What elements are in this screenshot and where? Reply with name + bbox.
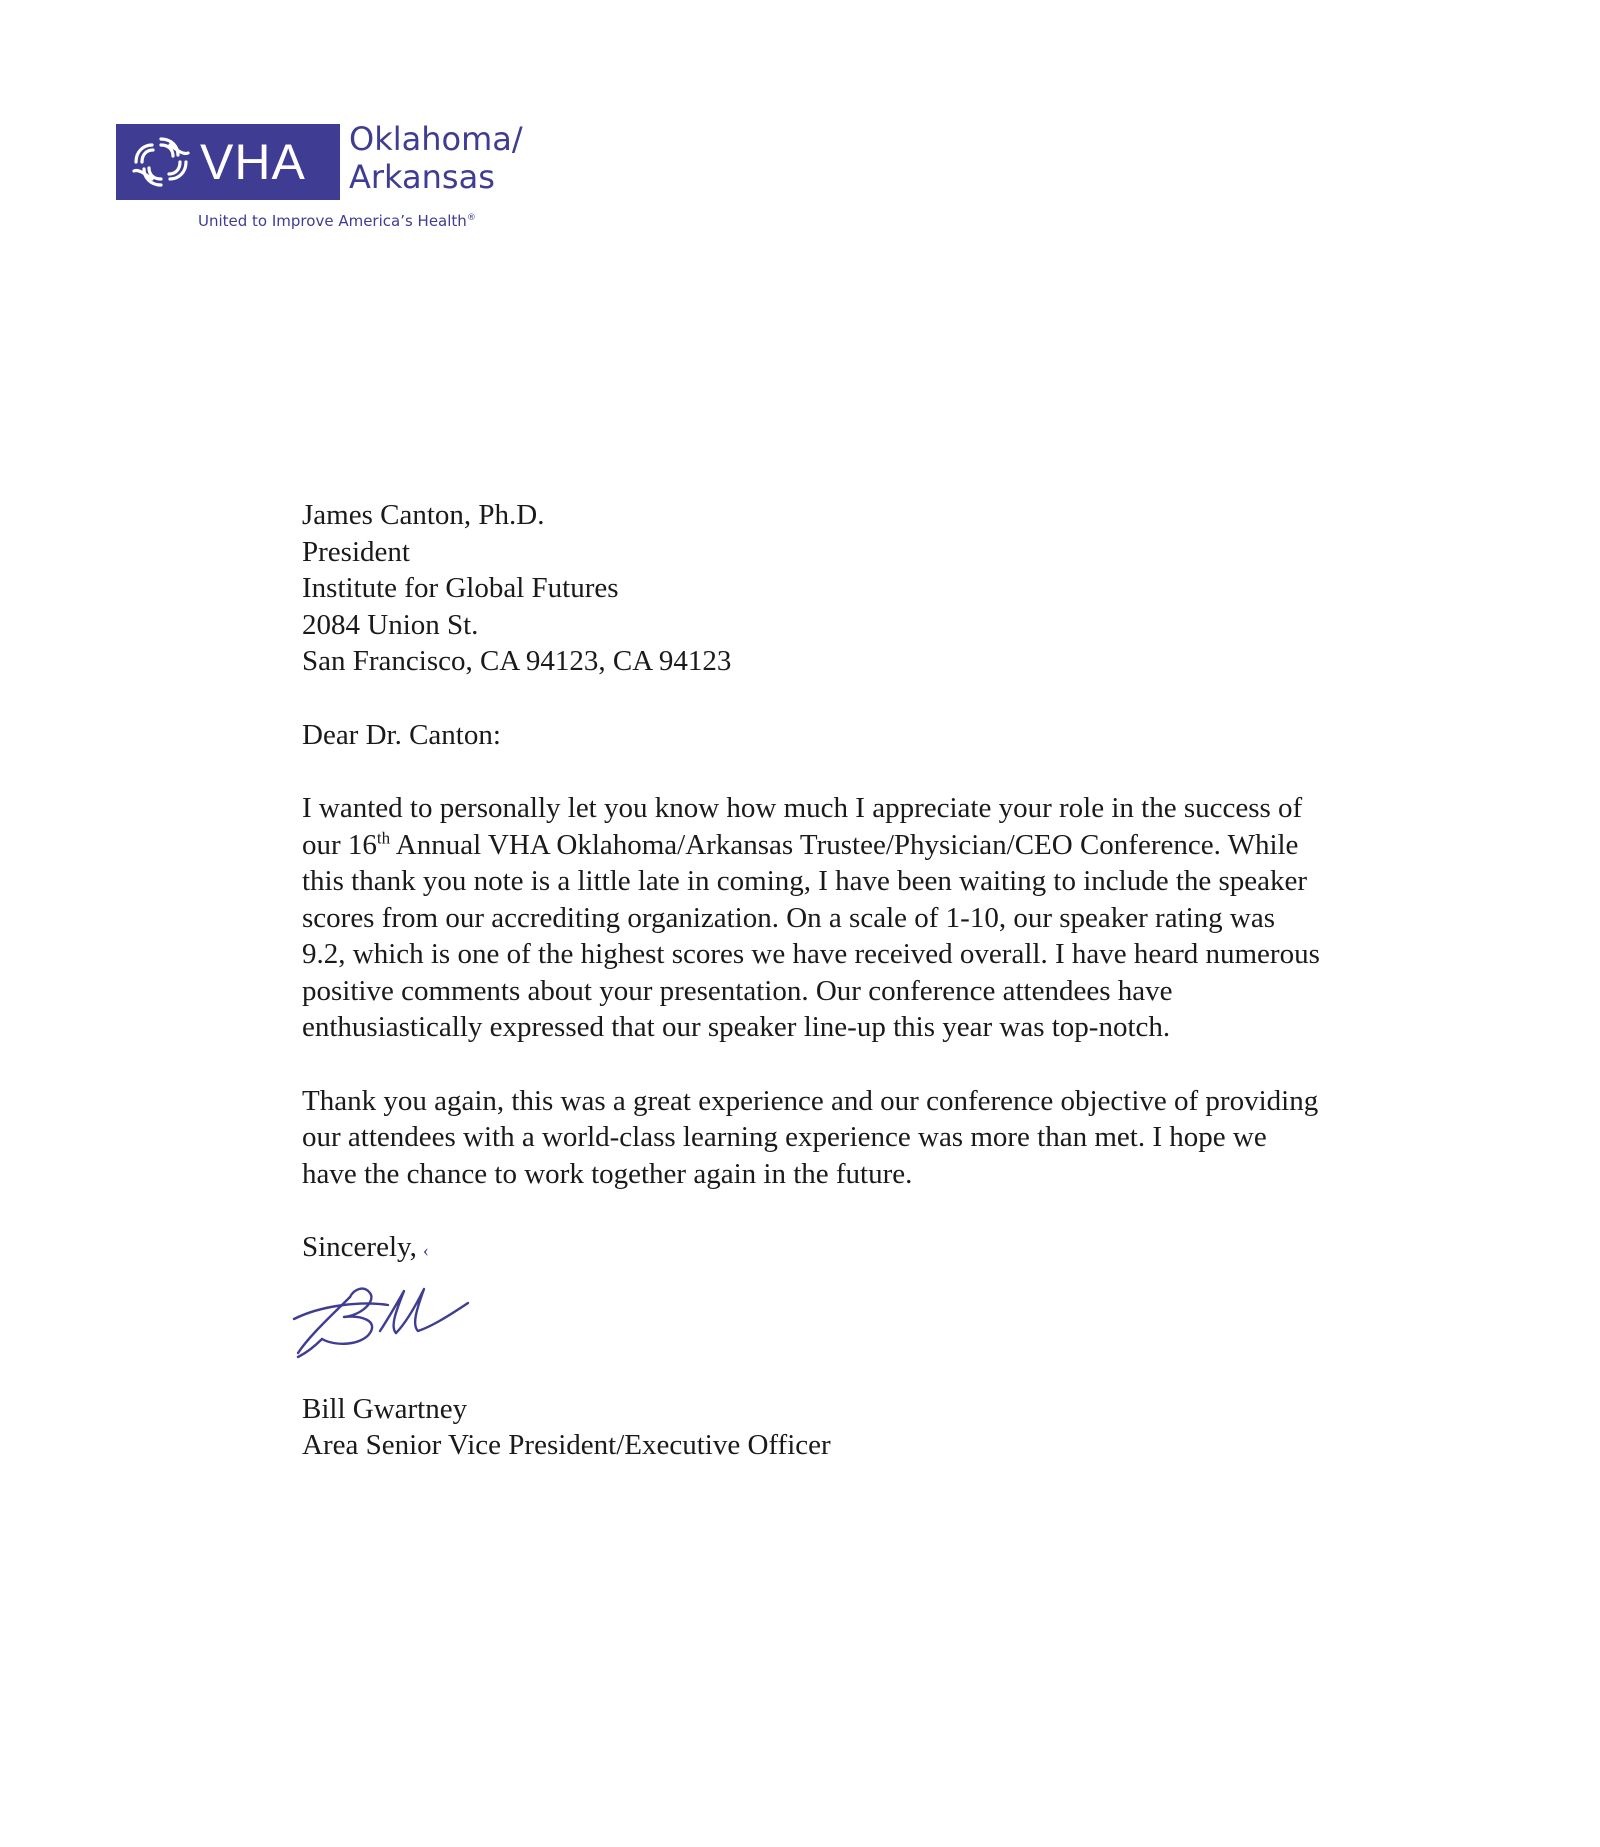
- handwritten-signature: [292, 1275, 492, 1365]
- recipient-title: President: [302, 535, 410, 568]
- paragraph-1: [302, 790, 1322, 1046]
- salutation: Dear Dr. Canton:: [302, 718, 501, 751]
- registered-mark: ®: [466, 213, 476, 223]
- paragraph-1-part-b: Annual VHA Oklahoma/Arkansas Trustee/Physician/CEO Conference. While this thank you note is a little late in coming, I have been waiting to include the speaker scores from our accrediting organization. On a scale of 1-10, our speaker rating was 9.2, which is one of the highest scores we have received overall. I have heard numerous positive comments about your presentation. Our conference attendees have enthusiastically expressed that our speaker line-up this year was top-notch.: [302, 828, 1320, 1043]
- paragraph-1-part-a: I wanted to personally let you know how much I appreciate your role in the success of our 16: [302, 792, 1303, 861]
- logo-region-line1: Oklahoma/: [349, 120, 523, 158]
- signature-area: [302, 1269, 1322, 1391]
- recipient-organization: Institute for Global Futures: [302, 572, 619, 604]
- tagline-text: United to Improve America’s Health: [198, 212, 467, 230]
- paragraph-2: Thank you again, this was a great experience and our conference objective of providing our attendees with a world-class learning experience was more than met. I hope we have the chance to work together again in the future.: [302, 1084, 1319, 1190]
- logo-box: [116, 124, 340, 200]
- logo-vha-text: VHA: [200, 134, 306, 190]
- recipient-address: [302, 497, 1322, 680]
- ink-tick-mark: ‹: [422, 1240, 429, 1260]
- logo-tagline: [198, 212, 476, 230]
- signer-title: Area Senior Vice President/Executive Officer: [302, 1429, 831, 1461]
- recipient-city-line: San Francisco, CA 94123, CA 94123: [302, 645, 732, 677]
- ordinal-suffix: th: [376, 827, 391, 847]
- closing-text: Sincerely,: [302, 1231, 417, 1263]
- logo-region-line2: Arkansas: [349, 158, 495, 196]
- letter-body: [302, 497, 1322, 1464]
- recipient-street: 2084 Union St.: [302, 608, 479, 641]
- vha-swirl-icon: [128, 131, 194, 193]
- recipient-name: James Canton, Ph.D.: [302, 499, 545, 531]
- logo-region: [349, 120, 523, 196]
- closing: [302, 1229, 1322, 1269]
- signer-name: Bill Gwartney: [302, 1392, 468, 1425]
